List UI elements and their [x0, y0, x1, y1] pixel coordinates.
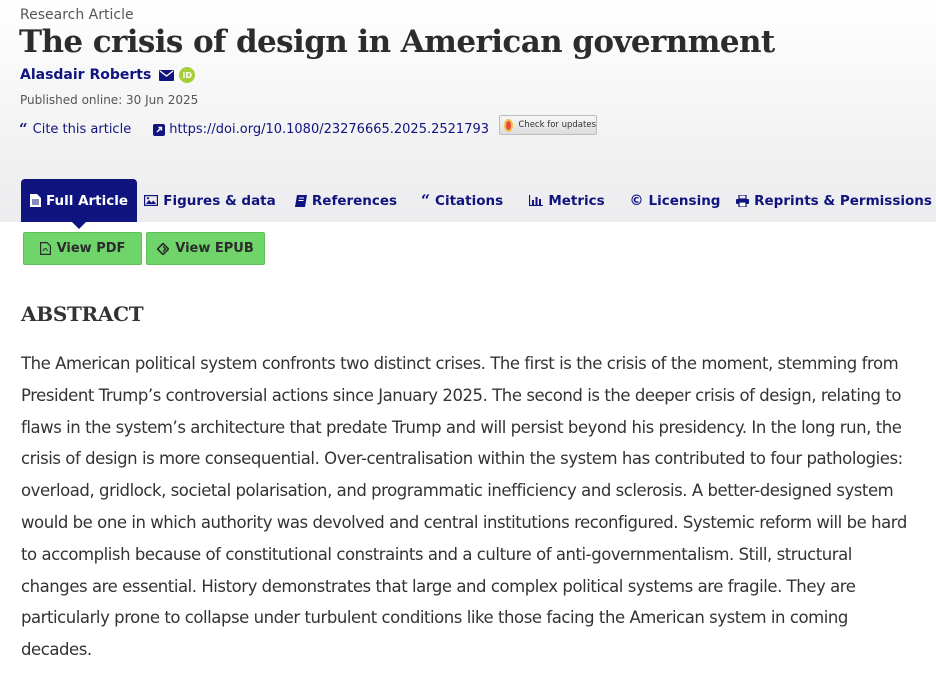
epub-icon [157, 243, 169, 255]
copyright-icon: © [629, 192, 644, 209]
print-icon [736, 195, 749, 207]
view-pdf-label: View PDF [56, 241, 126, 256]
tab-references[interactable] [292, 179, 400, 222]
author-row [20, 67, 195, 83]
cite-article-link[interactable] [19, 122, 131, 137]
article-type: Research Article [20, 7, 134, 23]
article-title: The crisis of design in American government [19, 24, 775, 60]
crossmark-icon [504, 119, 513, 132]
envelope-icon[interactable] [159, 70, 174, 81]
tab-label: Figures & data [163, 192, 276, 209]
check-for-updates-label: Check for updates [518, 120, 596, 130]
tab-figures-data[interactable] [148, 179, 276, 222]
tab-licensing[interactable] [628, 179, 722, 222]
tab-metrics[interactable] [526, 179, 608, 222]
tab-label: References [311, 192, 398, 209]
abstract-body: The American political system confronts two distinct crises. The first is the crisis of the moment, stemming from President Trump’s controversial actions since January 2025. The second is the deeper crisis of design, relating to flaws in the system’s architecture that predate Trump and will persist beyond his presidency. In the long run, the crisis of design is more consequential. Over-centralisation within the system has contributed to four pathologies: overload, gridlock, societal polarisation, and programmatic inefficiency and sclerosis. A better-designed system would be one in which authority was devolved and central institutions reconfigured. Systemic reform will be hard to accomplish because of constitutional constraints and a culture of anti-governmentalism. Still, structural changes are essential. History demonstrates that large and complex political systems are fragile. They are particularly prone to collapse under turbulent conditions like those facing the American system in coming decades. [21, 354, 907, 660]
tab-reprints-permissions[interactable] [742, 179, 932, 222]
tab-citations[interactable] [418, 179, 506, 222]
doi-label: https://doi.org/10.1080/23276665.2025.2521793 [169, 122, 490, 137]
external-link-icon [153, 124, 165, 136]
tab-label: Citations [435, 192, 504, 209]
article-tabs [0, 179, 936, 222]
tab-label: Licensing [648, 192, 721, 209]
tab-label: Reprints & Permissions [754, 192, 932, 209]
pdf-file-icon [40, 242, 51, 255]
cite-article-label: Cite this article [32, 122, 132, 137]
orcid-icon[interactable]: iD [179, 67, 195, 83]
tab-full-article[interactable] [21, 179, 137, 222]
view-pdf-button[interactable] [23, 232, 142, 265]
view-epub-label: View EPUB [175, 241, 254, 256]
view-epub-button[interactable] [146, 232, 265, 265]
quote-icon: “ [420, 191, 431, 210]
abstract-heading: ABSTRACT [21, 302, 144, 326]
tab-label: Metrics [548, 192, 605, 209]
author-link[interactable]: Alasdair Roberts [20, 67, 152, 83]
published-date: Published online: 30 Jun 2025 [20, 93, 199, 107]
image-icon [144, 195, 158, 206]
book-icon [295, 195, 307, 207]
check-for-updates-button[interactable] [499, 115, 597, 135]
quote-icon: “ [19, 120, 28, 138]
doi-link[interactable] [153, 122, 489, 137]
tab-label: Full Article [45, 192, 129, 209]
file-icon [30, 194, 41, 207]
bar-chart-icon [529, 195, 543, 206]
citation-actions [19, 122, 489, 137]
